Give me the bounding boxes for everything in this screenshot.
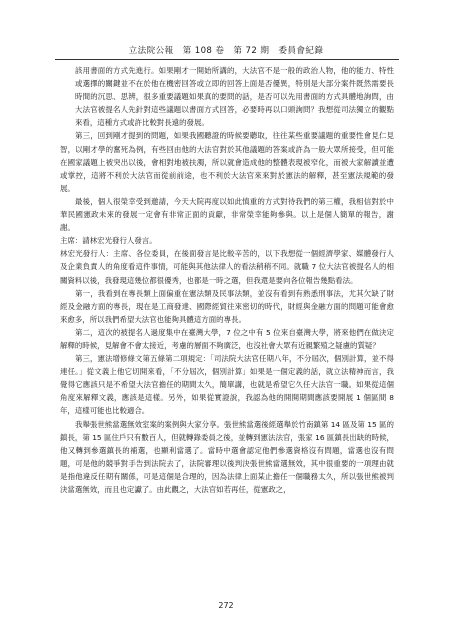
header-divider bbox=[55, 59, 399, 60]
paragraph: 第一，我看到在專長類上面偏重在憲法類及民事法類，並沒有看到有熟悉刑事法，尤其欠缺了財經及金融方面的專長，現在是工商發達、國際經貿往來密切的時代，財經與金融方面的問題可能會愈來愈多，所以我們希望大法官也能夠具體這方面的專長。 bbox=[60, 288, 394, 324]
paragraph: 第三，憲法增修條文第五條第二項規定：「司法院大法官任期八年，不分屆次，個別計算，並不得連任。」從文義上他它切開來看，「不分屆次，個別計算」如果是一個定義的話，就立法精神而言，我覺得它應該只是不希望大法官擔任的期間太久，簡單講，也就是希望它久任大法官一職。如果從這個角度來解釋文義，應該是這樣。另外，如果從實證說，我認為他的開開期間應該要開展 1 個區間 8 年，這樣可能也比較適合。 bbox=[60, 354, 394, 416]
page-header: 立法院公報 第 108 卷 第 72 期 委員會紀錄 bbox=[128, 46, 324, 56]
document-body bbox=[60, 64, 394, 496]
page-number: 272 bbox=[218, 601, 234, 610]
paragraph: 最後，個人很榮幸受到邀請，今天大院再度以如此慎重的方式對待我們的第三權，我相信對於中華民國憲政未來的發展一定會有非常正面的貢獻，非常榮幸能夠參與。以上是個人簡單的報告，謝謝。 bbox=[60, 196, 394, 233]
speaker-line: 林宏光發行人：主席、各位委員，在後面發言是比較辛苦的，以下我想從一個經濟學家、媒體發行人及企業負責人的角度看這件事情，可能與其他法律人的看法稍稍不同。就職 7 位大法官被提名人的相關資料以後，我發現這幾位都很優秀，也都是一時之選，但我還是要向各位報告幾點看法。 bbox=[60, 249, 394, 285]
paragraph: 第二，這次的被提名人過度集中在臺灣大學，7 位之中有 5 位來自臺灣大學，將來他們在做決定解釋的時候，見解會不會太接近，考慮的層面不夠廣泛，也沒社會大眾有近親繁殖之疑慮的質疑？ bbox=[60, 327, 394, 350]
paragraph: 我舉張世熊當選無效室案的案例與大家分享。張世熊當選後經選舉於竹南鎮第 14 區及第 15 區的鎮長，第 15 區住戶只有數百人，但就轉錄委員之後，並轉到憲法法官，張家 16 區鎮長出缺的時候，他又轉到參選鎮長的補選，也顯利當選了。當時中選會認定他們參選資格沒有問題，當選也沒有問題，可是他的競爭對手告到法院去了，法院審理以後判決張世熊當選無效，其中很重要的一項理由就是指他違反任期有關係，可是這個是合理的，因為法律上面某止擔任一個職務太久，所以張世熊被判決當選無效，而且也定讞了。由此觀之，大法官如若再任，從憲政之， bbox=[60, 419, 394, 494]
paragraph: 該用書面的方式先進行。如果剛才一開始所講的，大法官不是一般的政治人物，他的能力、特性或選擇的關鍵並不在於他在機密回答或立即的回答上面是否優異，特別是大部分案件既然需要長時間的沉思、思辨，很多重要議題如果真的要問的話，是否可以先用書面的方式具體地詢問，由大法官被提名人先針對這些議題以書面方式回答，必要時再以口頭詢問？我想從司法獨立的觀點來看，這種方式或許比較對長遠的發展。 bbox=[75, 66, 394, 128]
paragraph: 第三，回到剛才提到的問題，如果我國聽證的時候要聽取，往往某些重要議題的重要性會見仁見智，以剛才學的奮死為例，有些回由他的大法官對於其他議題的答案或許為一般大眾所接受，但可能在國家議題上被突出以後，會相對地被扶濁，所以就會造成他的整體表現被窄化，而被大家解讀並遭或掌控，這將不利於大法官而從前前途，也不利於大法官來來對於憲法的解釋，甚至憲法規範的發展。 bbox=[60, 131, 394, 193]
speaker-line: 主席：請林宏光發行人發言。 bbox=[60, 236, 157, 246]
